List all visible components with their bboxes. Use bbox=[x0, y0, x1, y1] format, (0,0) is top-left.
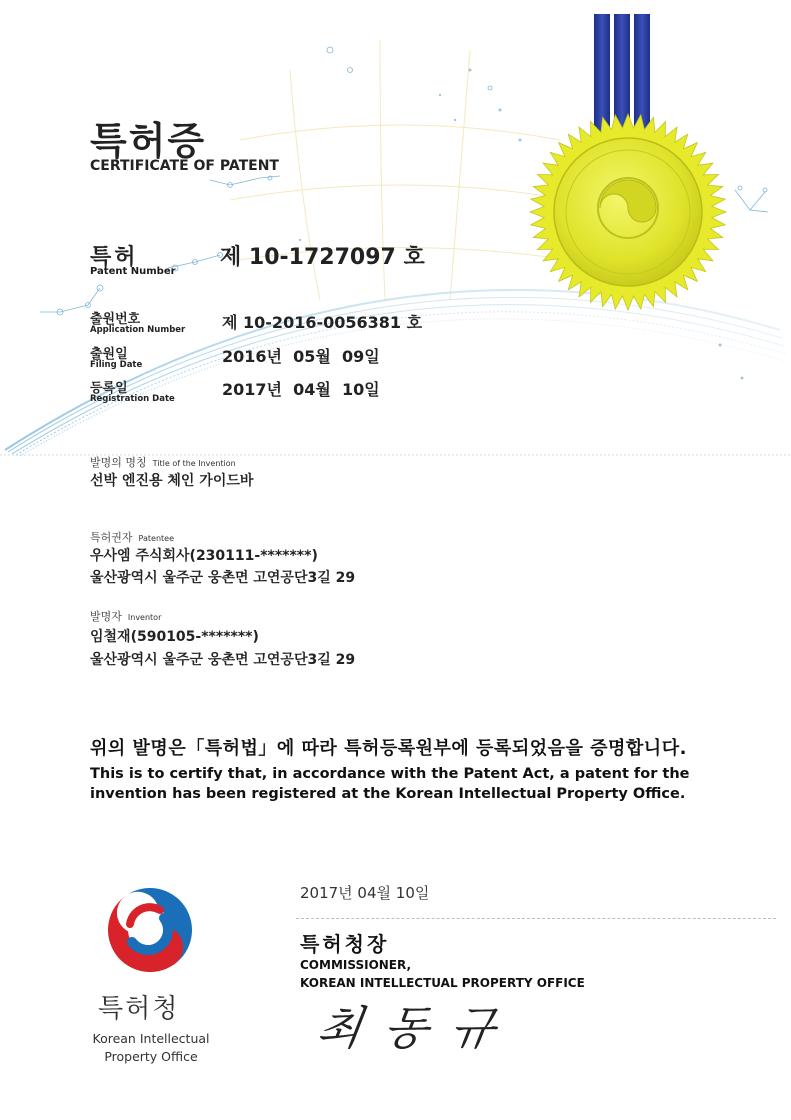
patent-number-label-ko: 특허 bbox=[90, 245, 139, 270]
patentee-label-en: Patentee bbox=[138, 534, 174, 543]
issue-date: 2017년 04월 10일 bbox=[300, 884, 430, 902]
certification-text-ko: 위의 발명은「특허법」에 따라 특허등록원부에 등록되었음을 증명합니다. bbox=[90, 738, 687, 759]
invention-label-en: Title of the Invention bbox=[152, 459, 236, 468]
patentee-address: 울산광역시 울주군 웅촌면 고연공단3길 29 bbox=[90, 570, 356, 586]
commissioner-signature: 최동규 bbox=[313, 1001, 521, 1055]
patent-number-value: 제 10-1727097 호 bbox=[220, 245, 425, 270]
patentee-label-ko: 특허권자 bbox=[90, 531, 133, 544]
application-number-label-en: Application Number bbox=[90, 325, 186, 335]
application-number-value: 제 10-2016-0056381 호 bbox=[222, 313, 423, 332]
divider-line bbox=[296, 918, 776, 919]
registration-date-label-en: Registration Date bbox=[90, 394, 175, 404]
patentee-label bbox=[90, 526, 174, 545]
inventor-label bbox=[90, 605, 161, 624]
certification-text-en: This is to certify that, in accordance with the Patent Act, a patent for the invention has been registered at the Korean Intellectual Property Office. bbox=[90, 766, 690, 802]
patentee-name: 우사엠 주식회사(230111-*******) bbox=[90, 548, 318, 564]
kipo-name-en: Korean Intellectual Property Office bbox=[92, 1031, 210, 1064]
inventor-name: 임철재(590105-*******) bbox=[90, 629, 259, 645]
invention-label-ko: 발명의 명칭 bbox=[90, 456, 147, 469]
kipo-name-ko: 특허청 bbox=[98, 994, 180, 1024]
document-title-en: CERTIFICATE OF PATENT bbox=[90, 158, 279, 174]
gold-seal-emblem bbox=[528, 112, 728, 312]
application-number-label-ko: 출원번호 bbox=[90, 312, 141, 327]
filing-date-value: 2016년 05월 09일 bbox=[222, 347, 380, 366]
inventor-label-en: Inventor bbox=[127, 613, 162, 622]
invention-label bbox=[90, 451, 236, 470]
registration-date-value: 2017년 04월 10일 bbox=[222, 380, 380, 399]
inventor-address: 울산광역시 울주군 웅촌면 고연공단3길 29 bbox=[90, 652, 356, 668]
registration-date-label-ko: 등록일 bbox=[90, 381, 128, 396]
inventor-label-ko: 발명자 bbox=[90, 610, 122, 623]
commissioner-title-ko: 특허청장 bbox=[300, 932, 390, 956]
invention-title-value: 선박 엔진용 체인 가이드바 bbox=[90, 473, 254, 489]
filing-date-label-en: Filing Date bbox=[90, 360, 143, 370]
commissioner-title-en-line1: COMMISSIONER, bbox=[300, 958, 412, 972]
patent-number-label-en: Patent Number bbox=[90, 266, 176, 277]
document-title-ko: 특허증 bbox=[90, 119, 207, 163]
kipo-taegeuk-logo bbox=[100, 880, 200, 980]
commissioner-title-en-line2: KOREAN INTELLECTUAL PROPERTY OFFICE bbox=[300, 976, 585, 990]
filing-date-label-ko: 출원일 bbox=[90, 347, 128, 362]
